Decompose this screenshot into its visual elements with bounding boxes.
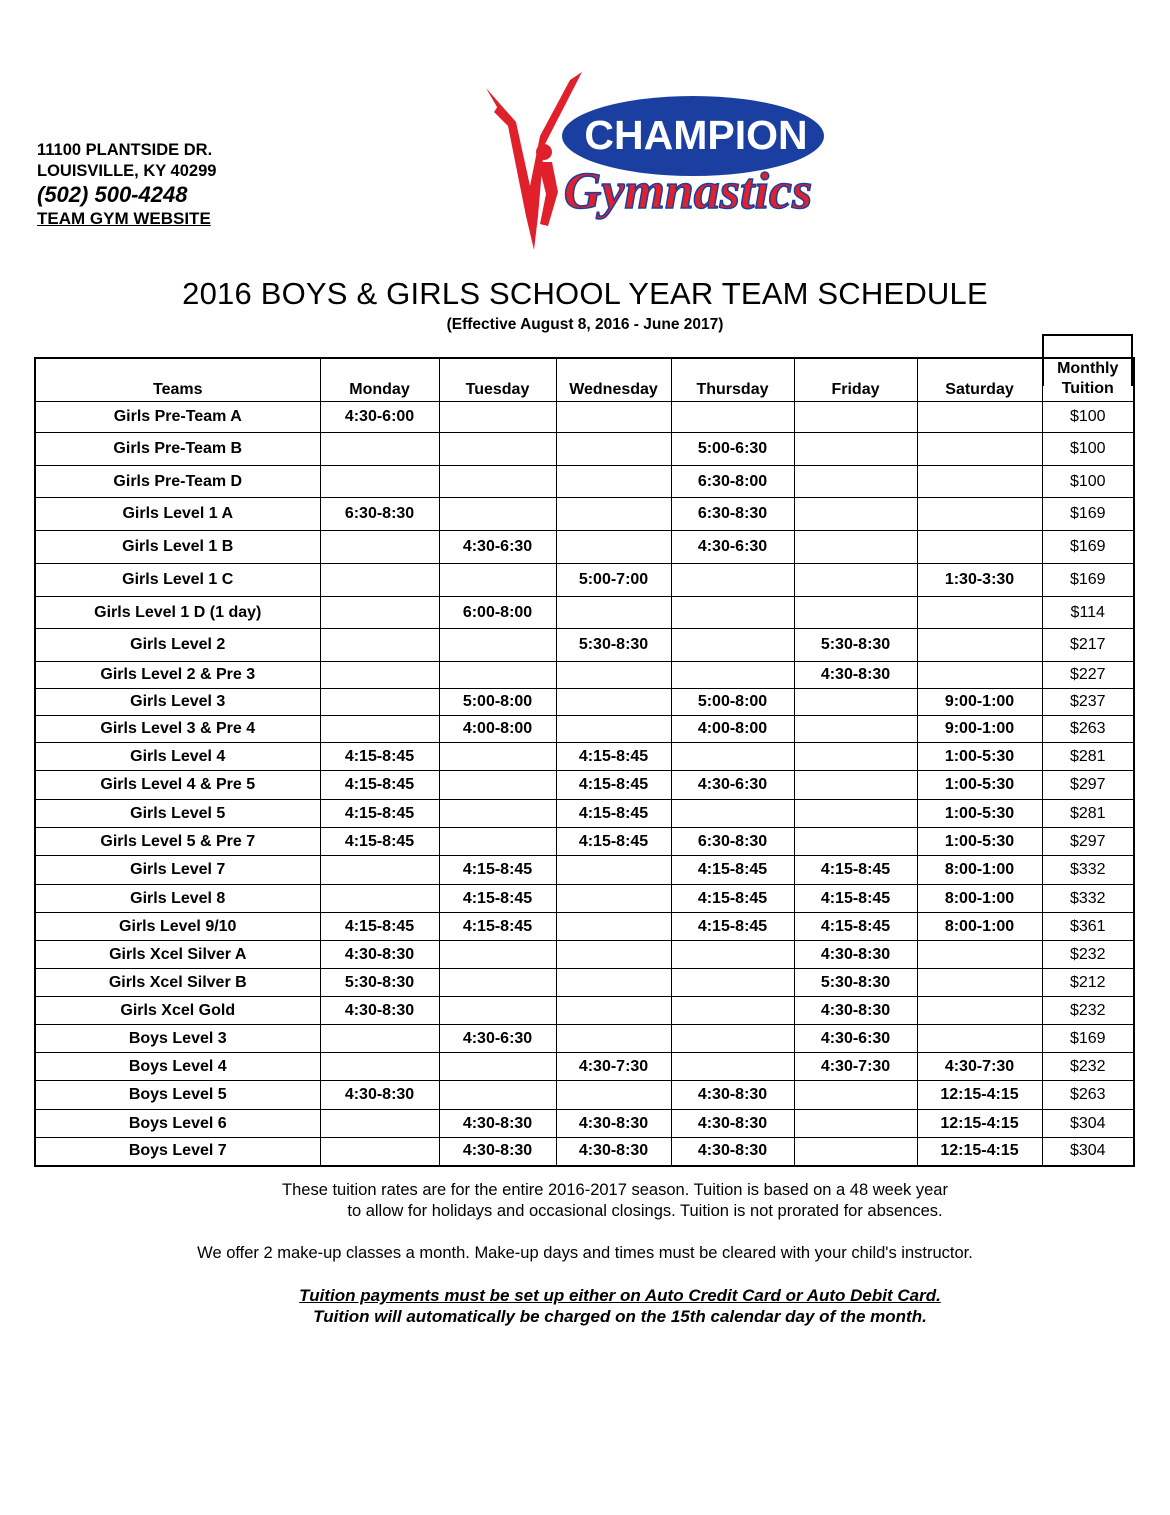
cell-tuesday: [439, 564, 556, 597]
cell-tuition: $100: [1042, 433, 1134, 466]
cell-wednesday: 4:15-8:45: [556, 828, 671, 856]
team-gym-website-link[interactable]: TEAM GYM WEBSITE: [37, 209, 211, 228]
cell-tuesday: [439, 402, 556, 433]
table-row: [35, 629, 1134, 662]
cell-thursday: [671, 597, 794, 629]
cell-tuesday: 4:30-8:30: [439, 1110, 556, 1138]
cell-saturday: [917, 402, 1042, 433]
cell-thursday: [671, 800, 794, 828]
cell-tuesday: [439, 743, 556, 771]
table-row: [35, 564, 1134, 597]
cell-thursday: [671, 564, 794, 597]
table-header-row: [35, 358, 1134, 402]
cell-tuition: $281: [1042, 800, 1134, 828]
cell-monday: [320, 885, 439, 913]
cell-team: Girls Pre-Team B: [35, 433, 320, 466]
champion-gymnastics-logo: [478, 66, 838, 256]
cell-tuition: $304: [1042, 1110, 1134, 1138]
table-row: [35, 1053, 1134, 1081]
cell-tuesday: [439, 433, 556, 466]
cell-team: Girls Pre-Team D: [35, 466, 320, 498]
cell-tuesday: 4:15-8:45: [439, 885, 556, 913]
cell-team: Girls Level 4 & Pre 5: [35, 771, 320, 800]
cell-saturday: 1:00-5:30: [917, 828, 1042, 856]
cell-saturday: 1:00-5:30: [917, 800, 1042, 828]
cell-team: Girls Level 1 D (1 day): [35, 597, 320, 629]
cell-wednesday: [556, 466, 671, 498]
cell-tuesday: 4:30-6:30: [439, 1025, 556, 1053]
cell-wednesday: [556, 402, 671, 433]
logo-champion-text: CHAMPION: [584, 112, 808, 158]
cell-tuition: $169: [1042, 498, 1134, 531]
note-holidays: to allow for holidays and occasional closings. Tuition is not prorated for absences.: [347, 1202, 943, 1220]
header-thursday: Thursday: [671, 358, 794, 402]
cell-friday: [794, 1138, 917, 1166]
cell-thursday: [671, 629, 794, 662]
header-teams: Teams: [35, 358, 320, 402]
cell-tuition: $332: [1042, 856, 1134, 885]
cell-thursday: 4:30-8:30: [671, 1081, 794, 1110]
cell-friday: [794, 597, 917, 629]
cell-saturday: [917, 662, 1042, 689]
cell-monday: 4:30-8:30: [320, 997, 439, 1025]
cell-wednesday: [556, 597, 671, 629]
cell-team: Girls Xcel Silver B: [35, 969, 320, 997]
cell-thursday: 5:00-8:00: [671, 689, 794, 716]
cell-wednesday: [556, 913, 671, 941]
header-monthly-tuition: Monthly Tuition: [1042, 358, 1134, 402]
cell-tuesday: 4:30-6:30: [439, 531, 556, 564]
cell-wednesday: [556, 716, 671, 743]
table-row: [35, 941, 1134, 969]
table-row: [35, 662, 1134, 689]
cell-team: Girls Xcel Silver A: [35, 941, 320, 969]
cell-monday: 4:30-8:30: [320, 941, 439, 969]
table-row: [35, 828, 1134, 856]
table-row: [35, 856, 1134, 885]
cell-tuesday: 4:15-8:45: [439, 856, 556, 885]
street-address: 11100 PLANTSIDE DR.: [37, 141, 213, 159]
table-row: [35, 402, 1134, 433]
page-subtitle: (Effective August 8, 2016 - June 2017): [446, 316, 724, 333]
gym-address-block: [37, 140, 216, 229]
table-row: [35, 597, 1134, 629]
cell-tuesday: [439, 466, 556, 498]
cell-wednesday: [556, 856, 671, 885]
cell-monday: [320, 466, 439, 498]
cell-wednesday: [556, 662, 671, 689]
cell-saturday: 9:00-1:00: [917, 689, 1042, 716]
table-row: [35, 689, 1134, 716]
cell-friday: [794, 689, 917, 716]
cell-monday: 4:15-8:45: [320, 828, 439, 856]
header-tuesday: Tuesday: [439, 358, 556, 402]
cell-team: Girls Level 2 & Pre 3: [35, 662, 320, 689]
cell-tuition: $169: [1042, 564, 1134, 597]
cell-saturday: 12:15-4:15: [917, 1138, 1042, 1166]
cell-friday: [794, 716, 917, 743]
cell-thursday: 4:30-8:30: [671, 1110, 794, 1138]
cell-saturday: 8:00-1:00: [917, 913, 1042, 941]
cell-team: Girls Level 1 B: [35, 531, 320, 564]
cell-team: Boys Level 7: [35, 1138, 320, 1166]
cell-team: Girls Level 4: [35, 743, 320, 771]
cell-tuition: $263: [1042, 716, 1134, 743]
cell-tuesday: [439, 771, 556, 800]
cell-tuesday: [439, 498, 556, 531]
cell-tuesday: [439, 941, 556, 969]
cell-monday: [320, 1053, 439, 1081]
cell-thursday: 6:30-8:00: [671, 466, 794, 498]
cell-tuition: $304: [1042, 1138, 1134, 1166]
cell-team: Girls Pre-Team A: [35, 402, 320, 433]
cell-monday: 4:15-8:45: [320, 743, 439, 771]
cell-team: Boys Level 4: [35, 1053, 320, 1081]
cell-wednesday: [556, 969, 671, 997]
cell-thursday: 4:15-8:45: [671, 856, 794, 885]
cell-saturday: [917, 597, 1042, 629]
cell-thursday: 4:15-8:45: [671, 913, 794, 941]
cell-monday: 5:30-8:30: [320, 969, 439, 997]
cell-monday: [320, 716, 439, 743]
cell-tuition: $212: [1042, 969, 1134, 997]
cell-saturday: [917, 969, 1042, 997]
schedule-body: [35, 402, 1134, 1166]
cell-monday: [320, 856, 439, 885]
cell-saturday: 12:15-4:15: [917, 1081, 1042, 1110]
cell-thursday: [671, 402, 794, 433]
cell-thursday: [671, 662, 794, 689]
cell-tuition: $281: [1042, 743, 1134, 771]
cell-wednesday: 4:15-8:45: [556, 800, 671, 828]
cell-wednesday: [556, 885, 671, 913]
cell-team: Girls Level 2: [35, 629, 320, 662]
cell-tuition: $100: [1042, 466, 1134, 498]
cell-team: Girls Level 3: [35, 689, 320, 716]
cell-saturday: [917, 531, 1042, 564]
header-wednesday: Wednesday: [556, 358, 671, 402]
cell-tuition: $361: [1042, 913, 1134, 941]
cell-wednesday: [556, 1025, 671, 1053]
cell-thursday: [671, 997, 794, 1025]
cell-monday: [320, 1025, 439, 1053]
cell-tuition: $232: [1042, 1053, 1134, 1081]
cell-thursday: 4:30-6:30: [671, 531, 794, 564]
cell-tuesday: [439, 662, 556, 689]
cell-friday: [794, 828, 917, 856]
cell-saturday: 8:00-1:00: [917, 856, 1042, 885]
table-row: [35, 1081, 1134, 1110]
header-friday: Friday: [794, 358, 917, 402]
cell-tuition: $232: [1042, 941, 1134, 969]
table-row: [35, 969, 1134, 997]
note-makeup-classes: We offer 2 make-up classes a month. Make-up days and times must be cleared with your child's instructor.: [197, 1244, 973, 1262]
cell-wednesday: [556, 531, 671, 564]
note-tuition-rates: These tuition rates are for the entire 2016-2017 season. Tuition is based on a 48 week year: [282, 1181, 948, 1199]
cell-thursday: [671, 1025, 794, 1053]
cell-saturday: 1:30-3:30: [917, 564, 1042, 597]
cell-team: Girls Level 3 & Pre 4: [35, 716, 320, 743]
cell-tuesday: [439, 800, 556, 828]
cell-team: Girls Level 8: [35, 885, 320, 913]
table-row: [35, 1110, 1134, 1138]
cell-monday: [320, 531, 439, 564]
cell-monday: 4:30-6:00: [320, 402, 439, 433]
cell-thursday: 4:30-6:30: [671, 771, 794, 800]
cell-wednesday: [556, 941, 671, 969]
cell-tuesday: [439, 629, 556, 662]
cell-friday: [794, 743, 917, 771]
cell-saturday: 1:00-5:30: [917, 743, 1042, 771]
cell-team: Girls Level 9/10: [35, 913, 320, 941]
note-payment-setup: Tuition payments must be set up either on Auto Credit Card or Auto Debit Card.: [299, 1286, 941, 1305]
table-row: [35, 466, 1134, 498]
cell-tuesday: 4:15-8:45: [439, 913, 556, 941]
cell-tuesday: 6:00-8:00: [439, 597, 556, 629]
cell-tuition: $100: [1042, 402, 1134, 433]
cell-monday: [320, 629, 439, 662]
cell-tuesday: [439, 828, 556, 856]
cell-friday: [794, 800, 917, 828]
cell-monday: 4:15-8:45: [320, 800, 439, 828]
header-saturday: Saturday: [917, 358, 1042, 402]
cell-thursday: 6:30-8:30: [671, 498, 794, 531]
cell-friday: 5:30-8:30: [794, 969, 917, 997]
cell-saturday: [917, 1025, 1042, 1053]
note-payment-charge: Tuition will automatically be charged on the 15th calendar day of the month.: [313, 1307, 927, 1326]
cell-tuition: $217: [1042, 629, 1134, 662]
cell-wednesday: [556, 498, 671, 531]
cell-saturday: [917, 941, 1042, 969]
cell-friday: 4:30-8:30: [794, 997, 917, 1025]
cell-monday: [320, 1110, 439, 1138]
table-row: [35, 433, 1134, 466]
cell-monday: [320, 1138, 439, 1166]
team-schedule-table: [34, 357, 1135, 1167]
cell-saturday: [917, 433, 1042, 466]
table-row: [35, 531, 1134, 564]
cell-wednesday: 4:30-8:30: [556, 1110, 671, 1138]
cell-friday: [794, 564, 917, 597]
cell-friday: [794, 402, 917, 433]
cell-tuition: $114: [1042, 597, 1134, 629]
cell-thursday: 4:00-8:00: [671, 716, 794, 743]
cell-friday: [794, 433, 917, 466]
cell-tuition: $232: [1042, 997, 1134, 1025]
cell-friday: [794, 531, 917, 564]
cell-saturday: 1:00-5:30: [917, 771, 1042, 800]
cell-tuesday: [439, 969, 556, 997]
cell-monday: 4:15-8:45: [320, 913, 439, 941]
cell-saturday: [917, 466, 1042, 498]
table-row: [35, 771, 1134, 800]
cell-friday: [794, 771, 917, 800]
page-title: 2016 BOYS & GIRLS SCHOOL YEAR TEAM SCHEDULE: [182, 276, 988, 311]
cell-saturday: [917, 997, 1042, 1025]
cell-thursday: 5:00-6:30: [671, 433, 794, 466]
cell-thursday: 4:30-8:30: [671, 1138, 794, 1166]
cell-team: Girls Level 5: [35, 800, 320, 828]
table-row: [35, 498, 1134, 531]
cell-monday: 6:30-8:30: [320, 498, 439, 531]
cell-team: Girls Xcel Gold: [35, 997, 320, 1025]
cell-monday: [320, 433, 439, 466]
cell-saturday: 9:00-1:00: [917, 716, 1042, 743]
cell-tuesday: [439, 1053, 556, 1081]
cell-wednesday: 4:15-8:45: [556, 771, 671, 800]
cell-wednesday: 4:30-8:30: [556, 1138, 671, 1166]
cell-friday: 4:30-7:30: [794, 1053, 917, 1081]
cell-saturday: 8:00-1:00: [917, 885, 1042, 913]
city-state-zip: LOUISVILLE, KY 40299: [37, 162, 217, 180]
cell-team: Boys Level 3: [35, 1025, 320, 1053]
cell-tuition: $169: [1042, 1025, 1134, 1053]
cell-wednesday: 5:00-7:00: [556, 564, 671, 597]
cell-saturday: [917, 498, 1042, 531]
cell-monday: 4:30-8:30: [320, 1081, 439, 1110]
cell-tuition: $297: [1042, 771, 1134, 800]
cell-wednesday: 4:30-7:30: [556, 1053, 671, 1081]
cell-monday: 4:15-8:45: [320, 771, 439, 800]
table-row: [35, 885, 1134, 913]
cell-tuesday: 4:00-8:00: [439, 716, 556, 743]
table-row: [35, 1025, 1134, 1053]
cell-wednesday: 4:15-8:45: [556, 743, 671, 771]
cell-wednesday: 5:30-8:30: [556, 629, 671, 662]
table-row: [35, 716, 1134, 743]
cell-monday: [320, 689, 439, 716]
cell-thursday: [671, 969, 794, 997]
cell-friday: 4:30-8:30: [794, 662, 917, 689]
cell-wednesday: [556, 997, 671, 1025]
cell-tuesday: 5:00-8:00: [439, 689, 556, 716]
cell-friday: 4:15-8:45: [794, 885, 917, 913]
cell-thursday: 6:30-8:30: [671, 828, 794, 856]
table-row: [35, 800, 1134, 828]
cell-saturday: 12:15-4:15: [917, 1110, 1042, 1138]
cell-tuesday: [439, 1081, 556, 1110]
cell-monday: [320, 662, 439, 689]
cell-thursday: 4:15-8:45: [671, 885, 794, 913]
cell-wednesday: [556, 1081, 671, 1110]
table-row: [35, 743, 1134, 771]
tuition-notes: [0, 1180, 1170, 1327]
cell-friday: 4:15-8:45: [794, 856, 917, 885]
cell-saturday: [917, 629, 1042, 662]
cell-tuition: $297: [1042, 828, 1134, 856]
cell-friday: 4:15-8:45: [794, 913, 917, 941]
cell-thursday: [671, 1053, 794, 1081]
cell-team: Boys Level 6: [35, 1110, 320, 1138]
cell-thursday: [671, 743, 794, 771]
cell-wednesday: [556, 433, 671, 466]
cell-tuesday: [439, 997, 556, 1025]
cell-monday: [320, 597, 439, 629]
cell-friday: 4:30-6:30: [794, 1025, 917, 1053]
cell-tuition: $169: [1042, 531, 1134, 564]
cell-team: Boys Level 5: [35, 1081, 320, 1110]
cell-friday: [794, 1110, 917, 1138]
cell-tuesday: 4:30-8:30: [439, 1138, 556, 1166]
cell-tuition: $237: [1042, 689, 1134, 716]
table-row: [35, 997, 1134, 1025]
cell-saturday: 4:30-7:30: [917, 1053, 1042, 1081]
table-row: [35, 913, 1134, 941]
cell-monday: [320, 564, 439, 597]
cell-team: Girls Level 7: [35, 856, 320, 885]
table-row: [35, 1138, 1134, 1166]
cell-thursday: [671, 941, 794, 969]
cell-team: Girls Level 1 C: [35, 564, 320, 597]
cell-friday: 5:30-8:30: [794, 629, 917, 662]
cell-team: Girls Level 5 & Pre 7: [35, 828, 320, 856]
cell-friday: [794, 498, 917, 531]
cell-wednesday: [556, 689, 671, 716]
cell-friday: [794, 1081, 917, 1110]
cell-friday: [794, 466, 917, 498]
cell-tuition: $332: [1042, 885, 1134, 913]
cell-team: Girls Level 1 A: [35, 498, 320, 531]
cell-tuition: $263: [1042, 1081, 1134, 1110]
phone-number: (502) 500-4248: [37, 182, 188, 207]
cell-tuition: $227: [1042, 662, 1134, 689]
cell-friday: 4:30-8:30: [794, 941, 917, 969]
logo-gymnastics-text: Gymnastics: [563, 163, 813, 220]
header-monday: Monday: [320, 358, 439, 402]
